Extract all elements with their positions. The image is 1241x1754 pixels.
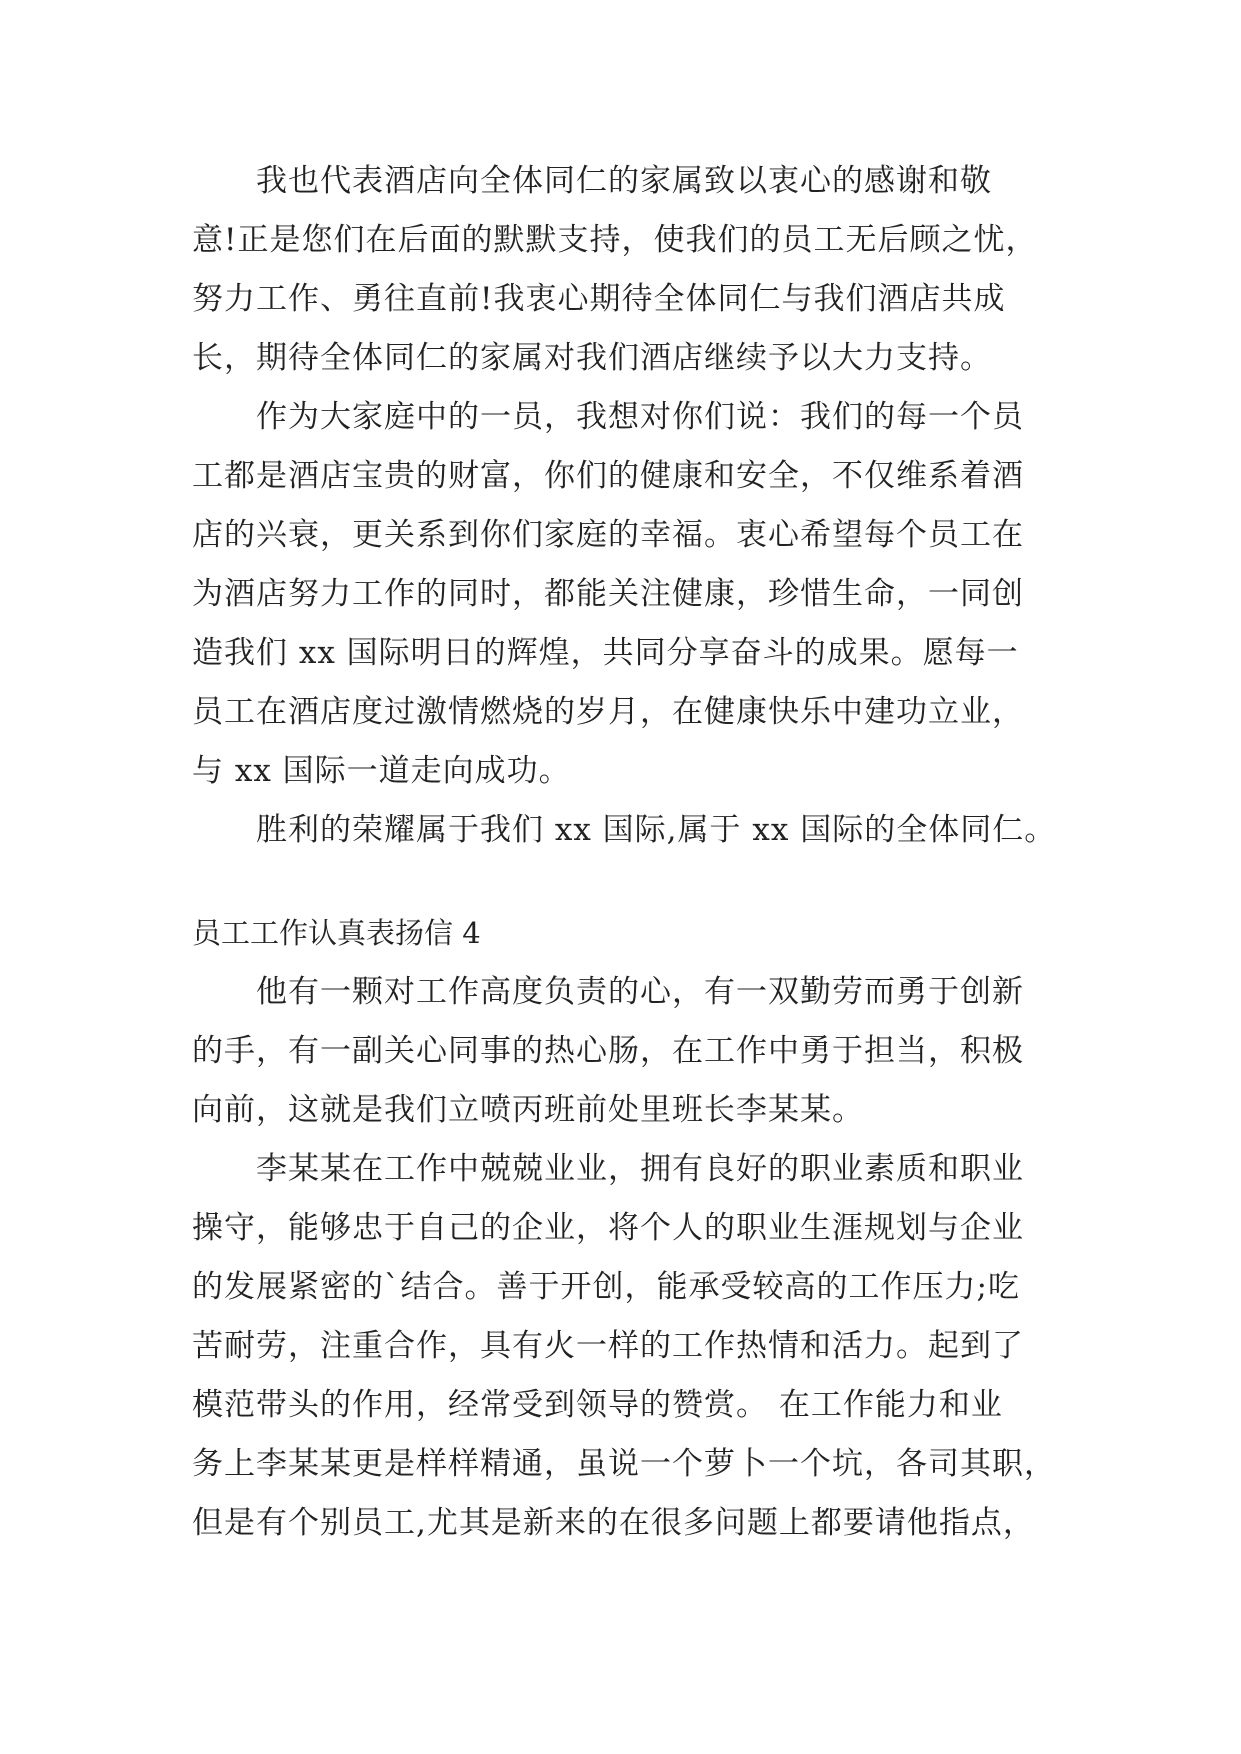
paragraph-1 — [192, 152, 1072, 388]
text-line: 与 xx 国际一道走向成功。 — [192, 753, 571, 789]
text-line: 意!正是您们在后面的默默支持，使我们的员工无后顾之忧， — [192, 222, 1038, 258]
text-line: 李某某在工作中兢兢业业，拥有良好的职业素质和职业 — [256, 1151, 1024, 1187]
section-title: 员工工作认真表扬信 4 — [192, 916, 481, 950]
text-line: 的发展紧密的`结合。善于开创，能承受较高的工作压力;吃 — [192, 1269, 1020, 1305]
text-line: 但是有个别员工,尤其是新来的在很多问题上都要请他指点， — [192, 1505, 1035, 1541]
document-body — [192, 152, 1072, 1553]
text-line: 努力工作、勇往直前!我衷心期待全体同仁与我们酒店共成 — [192, 281, 1006, 317]
text-line: 我也代表酒店向全体同仁的家属致以衷心的感谢和敬 — [256, 163, 992, 199]
text-line: 苦耐劳，注重合作，具有火一样的工作热情和活力。起到了 — [192, 1328, 1024, 1364]
paragraph-5 — [192, 1140, 1072, 1553]
text-line: 店的兴衰，更关系到你们家庭的幸福。衷心希望每个员工在 — [192, 517, 1024, 553]
text-line: 造我们 xx 国际明日的辉煌，共同分享奋斗的成果。愿每一 — [192, 635, 1019, 671]
paragraph-2 — [192, 388, 1072, 801]
text-line: 长，期待全体同仁的家属对我们酒店继续予以大力支持。 — [192, 340, 992, 376]
text-line: 胜利的荣耀属于我们 xx 国际,属于 xx 国际的全体同仁。 — [256, 812, 1057, 848]
text-line: 操守，能够忠于自己的企业，将个人的职业生涯规划与企业 — [192, 1210, 1024, 1246]
text-line: 为酒店努力工作的同时，都能关注健康，珍惜生命，一同创 — [192, 576, 1024, 612]
text-line: 模范带头的作用，经常受到领导的赞赏。 在工作能力和业 — [192, 1387, 1003, 1423]
text-line: 他有一颗对工作高度负责的心，有一双勤劳而勇于创新 — [256, 974, 1024, 1010]
text-line: 员工在酒店度过激情燃烧的岁月，在健康快乐中建功立业， — [192, 694, 1024, 730]
text-line: 向前，这就是我们立喷丙班前处里班长李某某。 — [192, 1092, 864, 1128]
paragraph-3 — [192, 801, 1072, 860]
paragraph-4 — [192, 963, 1072, 1140]
section-spacer — [192, 860, 1072, 904]
text-line: 作为大家庭中的一员，我想对你们说：我们的每一个员 — [256, 399, 1024, 435]
text-line: 务上李某某更是样样精通，虽说一个萝卜一个坑，各司其职， — [192, 1446, 1056, 1482]
text-line: 的手，有一副关心同事的热心肠，在工作中勇于担当，积极 — [192, 1033, 1024, 1069]
section-heading — [192, 904, 1072, 963]
text-line: 工都是酒店宝贵的财富，你们的健康和安全，不仅维系着酒 — [192, 458, 1024, 494]
